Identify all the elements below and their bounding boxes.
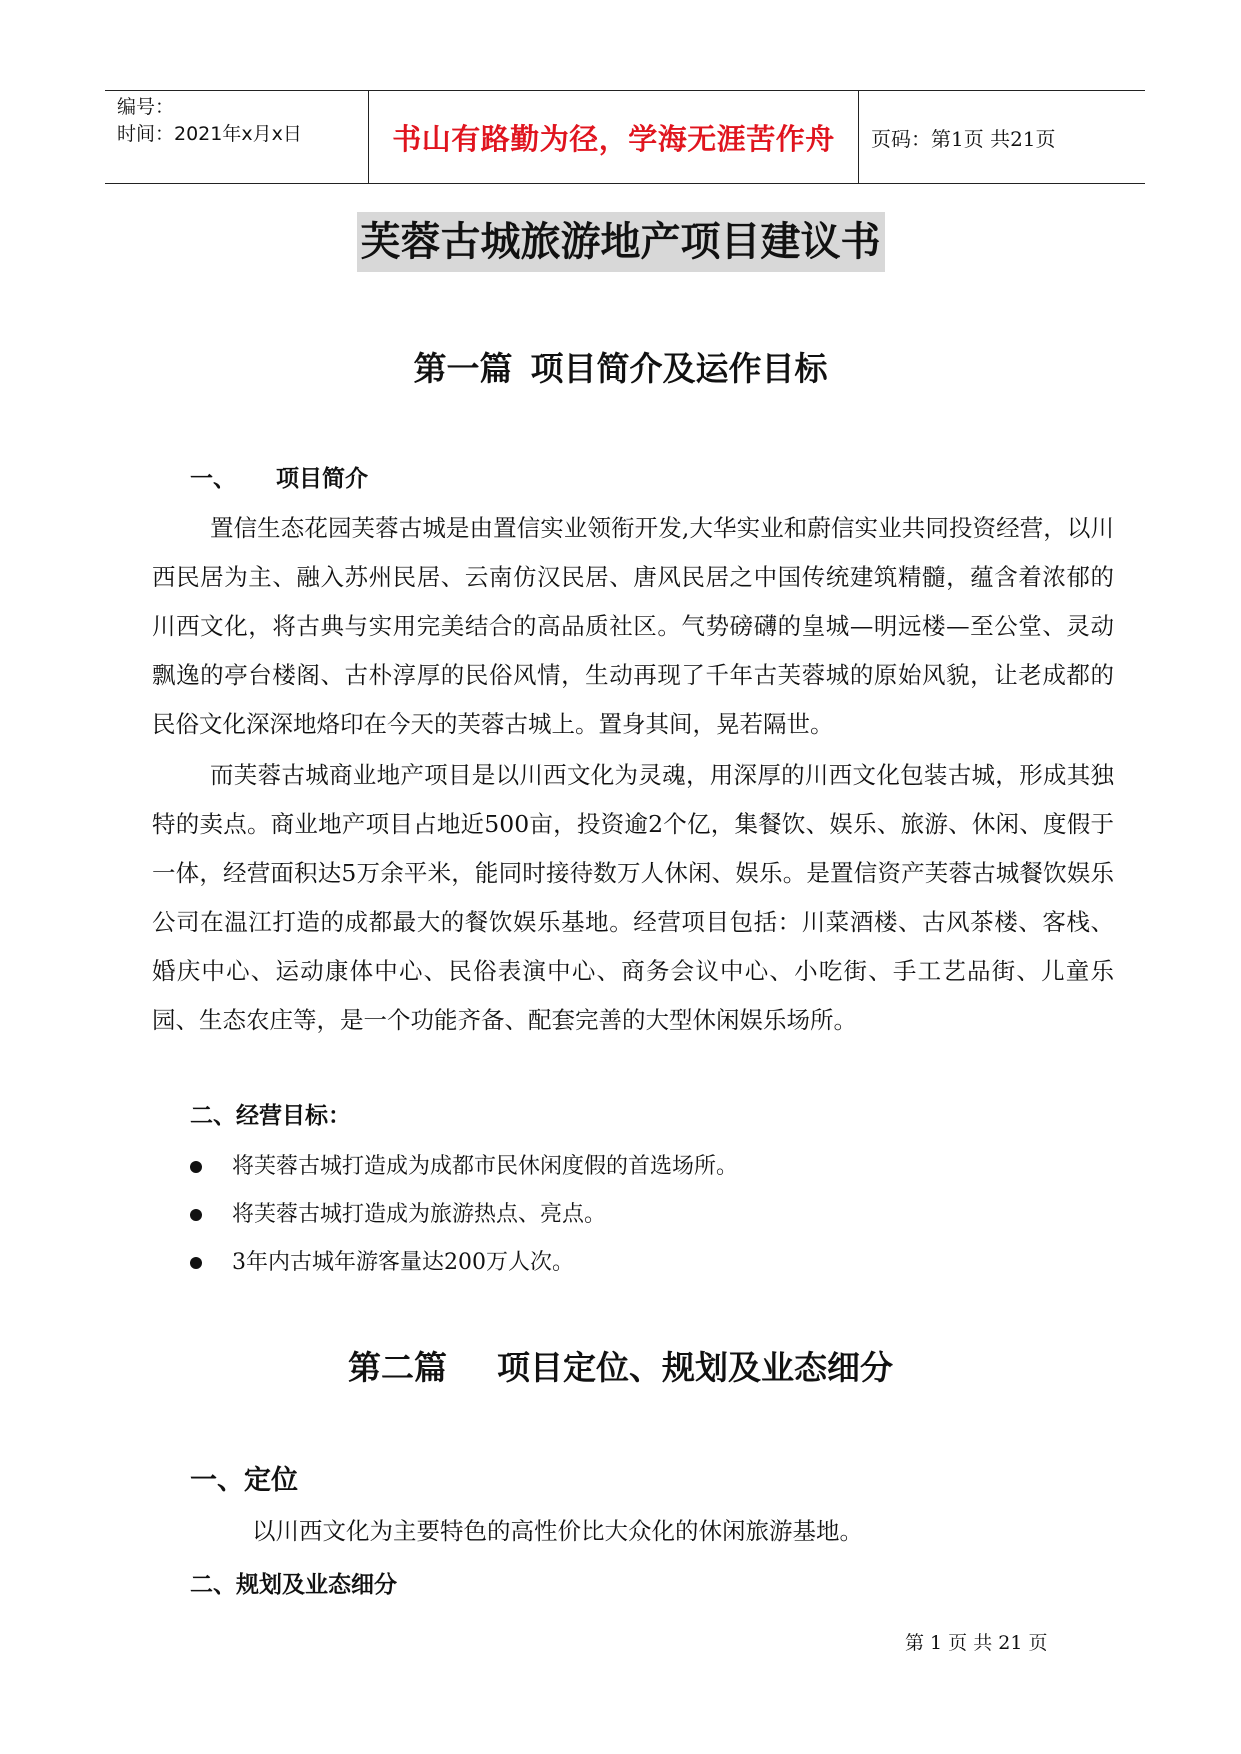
- document-title: 芙蓉古城旅游地产项目建议书: [357, 212, 885, 272]
- header-info-cell: [105, 91, 369, 183]
- list-item: 3年内古城年游客量达200万人次。: [190, 1239, 738, 1287]
- header-page-label: 页码：第1页 共21页: [871, 126, 1056, 151]
- part2-section1-heading: 一、定位: [190, 1465, 298, 1496]
- part1-title-number: 第一篇: [413, 349, 513, 388]
- part1-section1-heading: [190, 460, 368, 493]
- bullet-icon: [190, 1257, 202, 1269]
- goals-list: [190, 1143, 738, 1287]
- list-item: 将芙蓉古城打造成为旅游热点、亮点。: [190, 1191, 738, 1239]
- part1-section1-number: 一、: [190, 466, 236, 492]
- list-item: 将芙蓉古城打造成为成都市民休闲度假的首选场所。: [190, 1143, 738, 1191]
- part1-paragraph-2: 而芙蓉古城商业地产项目是以川西文化为灵魂，用深厚的川西文化包装古城，形成其独特的卖点。商业地产项目占地近500亩，投资逾2个亿，集餐饮、娱乐、旅游、休闲、度假于一体，经营面积达5万余平米，能同时接待数万人休闲、娱乐。是置信资产芙蓉古城餐饮娱乐公司在温江打造的成都最大的餐饮娱乐基地。经营项目包括：川菜酒楼、古风茶楼、客栈、婚庆中心、运动康体中心、民俗表演中心、商务会议中心、小吃街、手工艺品街、儿童乐园、生态农庄等，是一个功能齐备、配套完善的大型休闲娱乐场所。: [152, 761, 1114, 1034]
- page-header: [105, 90, 1145, 184]
- part1-section1-title: 项目简介: [276, 466, 368, 492]
- part1-paragraph-1: 置信生态花园芙蓉古城是由置信实业领衔开发,大华实业和蔚信实业共同投资经营，以川西民居为主、融入苏州民居、云南仿汉民居、唐风民居之中国传统建筑精髓，蕴含着浓郁的川西文化，将古典与实用完美结合的高品质社区。气势磅礴的皇城—明远楼—至公堂、灵动飘逸的亭台楼阁、古朴淳厚的民俗风情，生动再现了千年古芙蓉城的原始风貌，让老成都的民俗文化深深地烙印在今天的芙蓉古城上。置身其间，晃若隔世。: [152, 514, 1114, 738]
- part2-title: [0, 1342, 1241, 1389]
- bullet-icon: [190, 1161, 202, 1173]
- part2-section1-text: 以川西文化为主要特色的高性价比大众化的休闲旅游基地。: [252, 1517, 863, 1545]
- page-footer: 第 1 页 共 21 页: [905, 1632, 1048, 1654]
- document-title-wrap: [0, 212, 1241, 272]
- part1-title-text: 项目简介及运作目标: [530, 349, 828, 388]
- part2-section2-heading: 二、规划及业态细分: [190, 1572, 397, 1598]
- part1-title: [0, 343, 1241, 390]
- part1-section2-heading: 二、经营目标：: [190, 1103, 351, 1129]
- bullet-icon: [190, 1209, 202, 1221]
- time-label: 时间：2021年x月x日: [117, 123, 302, 145]
- number-label: 编号：: [117, 96, 175, 118]
- part2-title-text: 项目定位、规划及业态细分: [497, 1348, 893, 1387]
- header-motto: 书山有路勤为径，学海无涯苦作舟: [369, 91, 859, 183]
- part2-title-number: 第二篇: [348, 1348, 447, 1387]
